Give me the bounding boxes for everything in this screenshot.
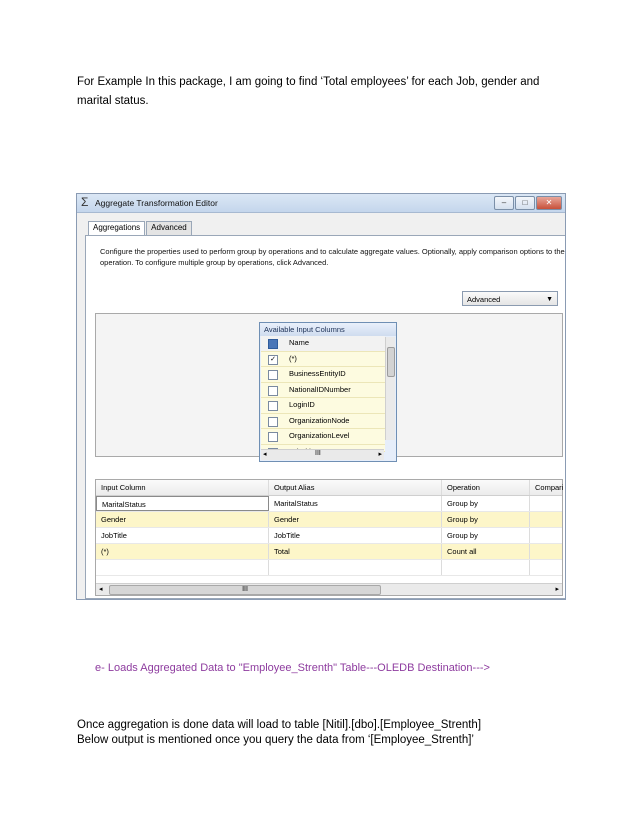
grid-horizontal-scrollbar[interactable] — [96, 583, 562, 595]
scroll-right-icon[interactable]: ▸ — [378, 451, 382, 458]
sigma-icon: Σ — [81, 195, 89, 209]
outro-line-1: Once aggregation is done data will load to table [Nitil].[dbo].[Employee_Strenth] — [77, 719, 482, 731]
column-name: BusinessEntityID — [289, 369, 346, 378]
output-alias-cell[interactable]: MaritalStatus — [269, 496, 442, 511]
table-row[interactable] — [96, 528, 562, 544]
outro-paragraph — [77, 718, 557, 748]
header-output-alias[interactable]: Output Alias — [269, 480, 442, 495]
column-name: NationalIDNumber — [289, 384, 351, 394]
columns-name-header — [261, 336, 385, 352]
aggregate-editor-window — [76, 193, 566, 600]
scroll-right-icon[interactable]: ▸ — [555, 586, 559, 593]
design-surface — [95, 313, 563, 457]
tab-advanced[interactable]: Advanced — [146, 221, 192, 235]
column-name: LoginID — [289, 400, 315, 409]
comparison-cell[interactable] — [530, 544, 566, 559]
description-text: Configure the properties used to perform group by operations and to calculate aggregate values. Optionally, apply comparison options to the operation. To configure multiple group by operations, click Advanced. — [100, 247, 565, 267]
dropdown-arrow-icon: ▼ — [546, 296, 553, 303]
column-name: (*) — [289, 353, 297, 363]
table-row[interactable] — [96, 544, 562, 560]
output-alias-cell[interactable]: Total — [269, 544, 442, 559]
column-checkbox[interactable] — [268, 401, 278, 411]
step-heading: e- Loads Aggregated Data to "Employee_Strenth" Table---OLEDB Destination---> — [95, 662, 490, 674]
available-input-columns — [259, 322, 397, 462]
window-title: Aggregate Transformation Editor — [95, 198, 218, 208]
title-bar[interactable] — [77, 194, 565, 213]
header-operation[interactable]: Operation — [442, 480, 530, 495]
column-checkbox[interactable] — [268, 432, 278, 442]
column-item[interactable] — [261, 398, 385, 414]
columns-horizontal-scrollbar[interactable] — [261, 449, 384, 460]
name-header-label: Name — [289, 338, 310, 347]
scroll-left-icon[interactable]: ◂ — [99, 586, 103, 593]
input-column-cell[interactable]: MaritalStatus — [96, 496, 269, 511]
column-checkbox[interactable] — [268, 417, 278, 427]
intro-paragraph: For Example In this package, I am going to find ‘Total employees’ for each Job, gender and marital status. — [77, 76, 540, 107]
outro-line-2: Below output is mentioned once you query the data from ‘[Employee_Strenth]’ — [77, 734, 474, 746]
tab-aggregations[interactable]: Aggregations — [88, 221, 145, 236]
aggregation-grid — [95, 479, 563, 596]
scroll-thumb[interactable] — [109, 585, 381, 595]
columns-vertical-scrollbar[interactable] — [385, 337, 395, 440]
advanced-dropdown-label: Advanced — [467, 295, 501, 304]
operation-cell[interactable]: Count all — [442, 544, 530, 559]
grid-header-row — [96, 480, 562, 496]
operation-cell[interactable]: Group by — [442, 496, 530, 511]
table-row[interactable] — [96, 496, 562, 512]
operation-cell[interactable] — [442, 560, 530, 575]
minimize-button[interactable]: – — [494, 196, 514, 210]
column-item[interactable] — [261, 352, 385, 368]
column-checkbox[interactable] — [268, 386, 278, 396]
output-alias-cell[interactable]: Gender — [269, 512, 442, 527]
scroll-grip-icon: III — [242, 586, 248, 593]
header-comparison[interactable]: Compari — [535, 483, 564, 492]
output-alias-cell[interactable]: JobTitle — [269, 528, 442, 543]
column-name: OrganizationNode — [289, 415, 350, 425]
comparison-cell[interactable] — [530, 560, 566, 575]
input-column-cell[interactable]: Gender — [96, 512, 269, 527]
input-column-cell[interactable] — [96, 560, 269, 575]
operation-cell[interactable]: Group by — [442, 528, 530, 543]
advanced-dropdown[interactable] — [462, 291, 558, 306]
input-column-cell[interactable]: (*) — [96, 544, 269, 559]
tab-strip — [88, 221, 193, 236]
operation-cell[interactable]: Group by — [442, 512, 530, 527]
output-alias-cell[interactable] — [269, 560, 442, 575]
scroll-thumb[interactable] — [387, 347, 395, 377]
close-button[interactable]: ✕ — [536, 196, 562, 210]
tab-panel — [85, 235, 566, 599]
column-item[interactable] — [261, 429, 385, 445]
column-item[interactable] — [261, 367, 385, 383]
scroll-left-icon[interactable]: ◂ — [263, 451, 267, 458]
table-row[interactable] — [96, 512, 562, 528]
available-columns-header: Available Input Columns — [260, 323, 396, 336]
comparison-cell[interactable] — [530, 528, 566, 543]
column-name: OrganizationLevel — [289, 431, 350, 440]
column-checkbox[interactable]: ✓ — [268, 355, 278, 365]
column-item[interactable] — [261, 414, 385, 430]
comparison-cell[interactable] — [530, 496, 566, 511]
scroll-grip-icon: III — [315, 450, 321, 457]
select-all-checkbox[interactable] — [268, 339, 278, 349]
window-controls — [494, 196, 562, 210]
input-column-cell[interactable]: JobTitle — [96, 528, 269, 543]
comparison-cell[interactable] — [530, 512, 566, 527]
column-item[interactable] — [261, 383, 385, 399]
empty-row[interactable] — [96, 560, 562, 576]
column-checkbox[interactable] — [268, 370, 278, 380]
header-input-column[interactable]: Input Column — [96, 480, 269, 495]
maximize-button[interactable]: □ — [515, 196, 535, 210]
